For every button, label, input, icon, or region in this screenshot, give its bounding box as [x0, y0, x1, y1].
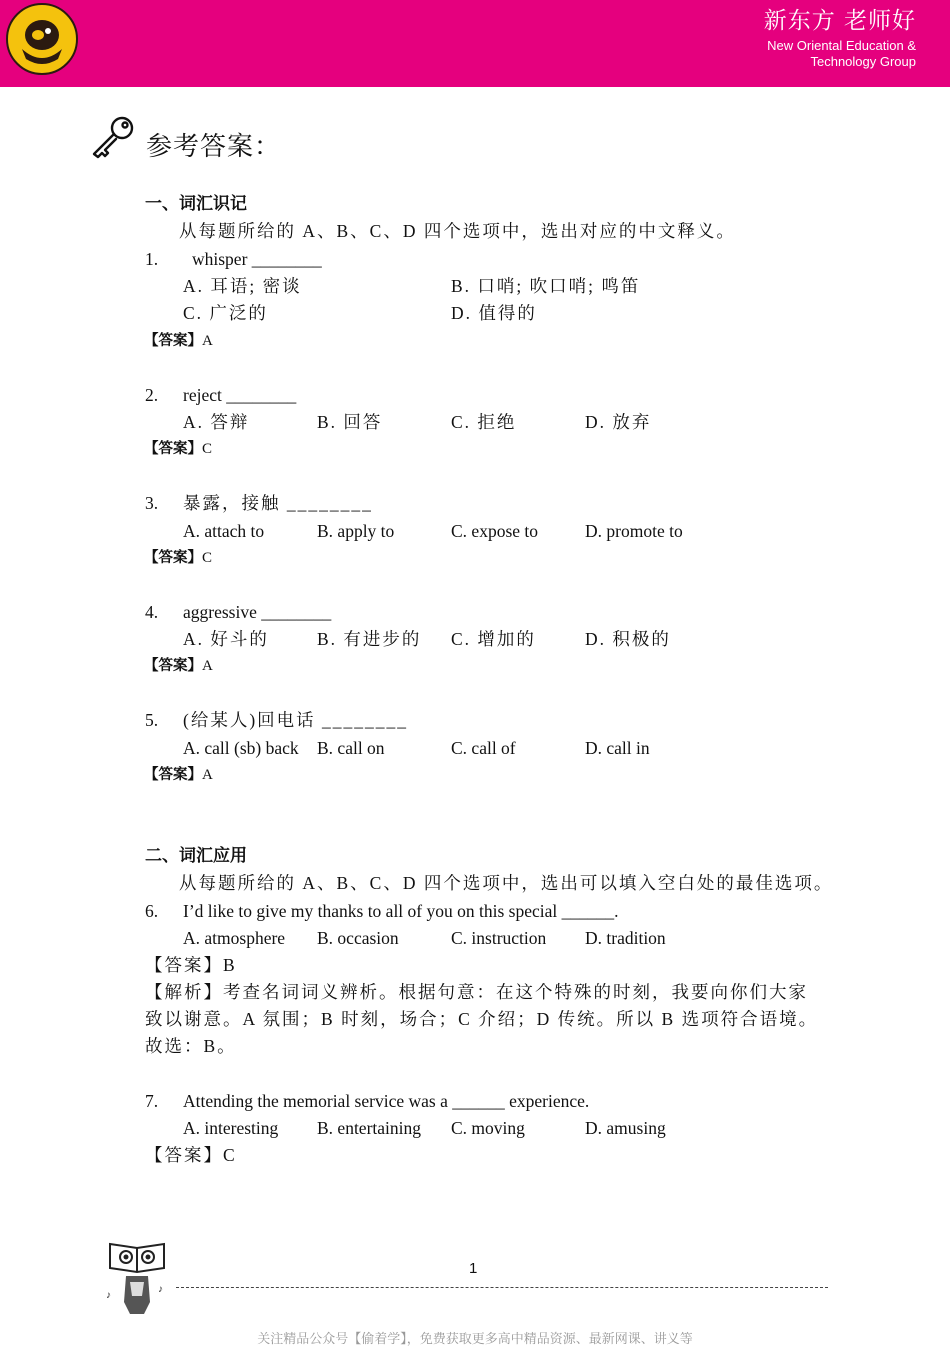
brand-name-en-line2: Technology Group	[810, 54, 916, 69]
q7-option-d: D. amusing	[585, 1118, 666, 1138]
brand-block	[764, 4, 916, 70]
q4-number: 4.	[145, 602, 159, 622]
page-number: 1	[469, 1260, 478, 1277]
q6-option-b: B. occasion	[317, 928, 399, 948]
q1-number: 1.	[145, 249, 159, 269]
section1-instruction: 从每题所给的 A、B、C、D 四个选项中，选出对应的中文释义。	[179, 221, 736, 241]
q6-analysis-line3: 故选：B。	[145, 1036, 237, 1056]
q2-answer-label: 【答案】	[144, 441, 202, 457]
section2-heading: 二、词汇应用	[145, 846, 247, 866]
q2-answer-value: C	[202, 441, 213, 457]
q5-answer	[144, 764, 213, 786]
q6-option-c: C. instruction	[451, 928, 547, 948]
footer-divider	[176, 1287, 828, 1288]
q4-answer-value: A	[202, 658, 213, 674]
brand-name-en-line1: New Oriental Education &	[767, 38, 916, 53]
key-icon	[90, 114, 138, 160]
q5-stem: (给某人)回电话 ________	[183, 710, 409, 730]
q3-option-d: D. promote to	[585, 521, 683, 541]
q3-answer-label: 【答案】	[144, 550, 202, 566]
gorilla-logo-icon	[6, 3, 78, 75]
q1-option-c: C. 广泛的	[183, 303, 268, 323]
q1-answer-value: A	[202, 333, 213, 349]
book-mascot-icon	[104, 1238, 170, 1320]
q7-option-b: B. entertaining	[317, 1118, 422, 1138]
q4-stem: aggressive ________	[183, 602, 332, 622]
q2-option-b: B. 回答	[317, 412, 383, 432]
q3-number: 3.	[145, 493, 159, 513]
q2-option-d: D. 放弃	[585, 412, 652, 432]
q6-analysis-line1: 【解析】考查名词词义辨析。根据句意：在这个特殊的时刻，我要向你们大家	[145, 982, 808, 1002]
q1-answer	[144, 330, 213, 352]
q4-option-b: B. 有进步的	[317, 629, 422, 649]
q4-answer	[144, 655, 213, 677]
q3-answer	[144, 547, 212, 569]
page-header	[0, 0, 950, 87]
q7-option-c: C. moving	[451, 1118, 525, 1138]
q6-option-a: A. atmosphere	[183, 928, 286, 948]
q5-answer-value: A	[202, 767, 213, 783]
q7-stem: Attending the memorial service was a ______ experience.	[183, 1091, 590, 1111]
page-title: 参考答案：	[146, 132, 282, 162]
q7-option-a: A. interesting	[183, 1118, 279, 1138]
q6-analysis-line2: 致以谢意。A 氛围；B 时刻，场合；C 介绍；D 传统。所以 B 选项符合语境。	[145, 1009, 819, 1029]
q7-answer: 【答案】C	[145, 1145, 237, 1165]
q2-stem: reject ________	[183, 385, 297, 405]
q6-option-d: D. tradition	[585, 928, 666, 948]
q4-answer-label: 【答案】	[144, 658, 202, 674]
q1-answer-label: 【答案】	[144, 333, 202, 349]
q4-option-d: D. 积极的	[585, 629, 671, 649]
section2-instruction: 从每题所给的 A、B、C、D 四个选项中，选出可以填入空白处的最佳选项。	[179, 873, 834, 893]
q2-answer	[144, 438, 212, 460]
q2-option-a: A. 答辩	[183, 412, 250, 432]
q3-answer-value: C	[202, 550, 213, 566]
q1-stem: whisper ________	[192, 249, 322, 269]
q5-option-b: B. call on	[317, 738, 385, 758]
q1-option-b: B. 口哨; 吹口哨; 鸣笛	[451, 276, 641, 296]
q5-number: 5.	[145, 710, 159, 730]
q4-option-a: A. 好斗的	[183, 629, 269, 649]
svg-text:♪: ♪	[106, 1290, 111, 1301]
q1-option-a: A. 耳语; 密谈	[183, 276, 302, 296]
q6-stem: I’d like to give my thanks to all of you on this special ______.	[183, 901, 619, 921]
q5-answer-label: 【答案】	[144, 767, 202, 783]
q7-number: 7.	[145, 1091, 159, 1111]
q3-option-b: B. apply to	[317, 521, 395, 541]
q5-option-d: D. call in	[585, 738, 650, 758]
q3-option-c: C. expose to	[451, 521, 539, 541]
q3-stem: 暴露，接触 ________	[183, 493, 373, 513]
svg-text:♪: ♪	[158, 1284, 163, 1295]
footer-note: 关注精品公众号【偷着学】，免费获取更多高中精品资源、最新网课、讲义等	[257, 1331, 693, 1346]
brand-name-cn: 新东方 老师好	[763, 8, 916, 34]
q2-number: 2.	[145, 385, 159, 405]
q3-option-a: A. attach to	[183, 521, 265, 541]
section1-heading: 一、词汇识记	[145, 194, 247, 214]
q5-option-c: C. call of	[451, 738, 516, 758]
q4-option-c: C. 增加的	[451, 629, 536, 649]
q6-answer: 【答案】B	[145, 955, 237, 975]
q1-option-d: D. 值得的	[451, 303, 537, 323]
q5-option-a: A. call (sb) back	[183, 738, 299, 758]
q2-option-c: C. 拒绝	[451, 412, 517, 432]
q6-number: 6.	[145, 901, 159, 921]
